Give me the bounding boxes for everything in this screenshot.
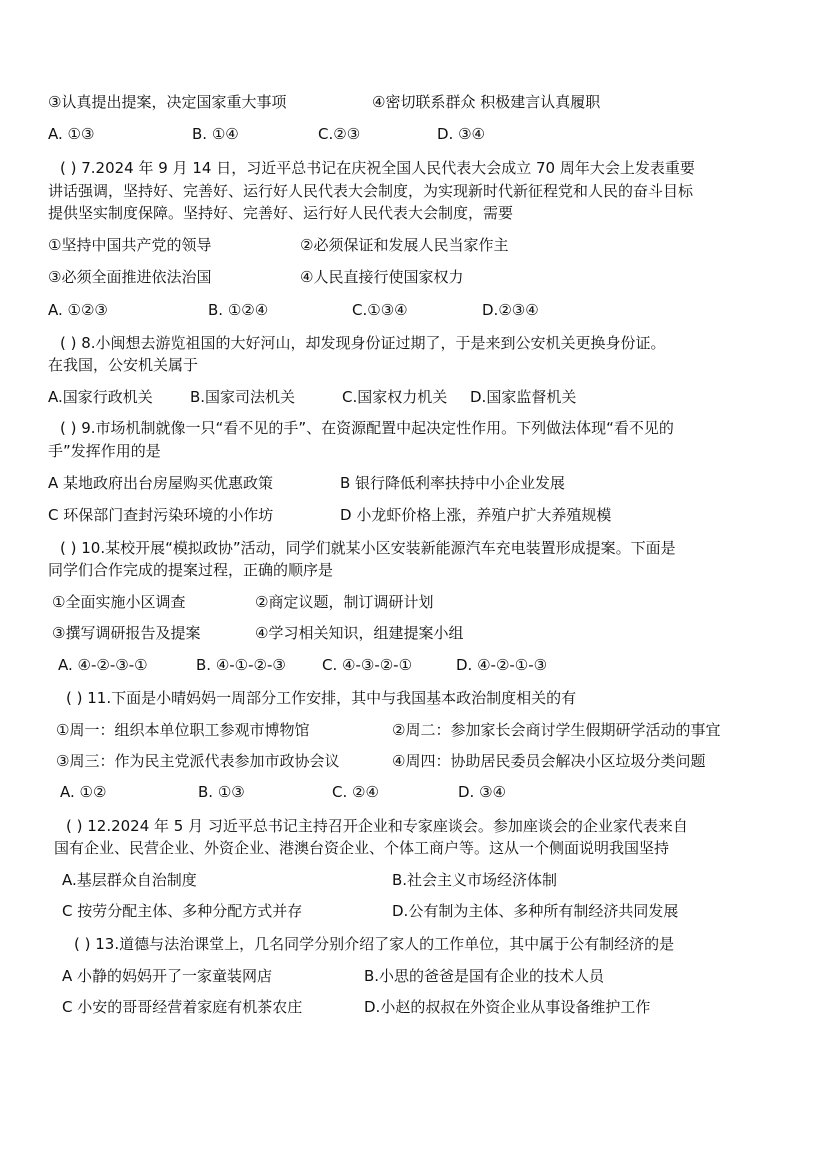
q7-statement-3: ③必须全面推进依法治国 xyxy=(48,268,212,286)
q13-option-c: C 小安的哥哥经营着家庭有机茶农庄 xyxy=(62,998,303,1016)
q9-option-d: D 小龙虾价格上涨，养殖户扩大养殖规模 xyxy=(340,506,612,524)
q11-option-c: C. ②④ xyxy=(332,783,379,801)
q10-statement-2: ②商定议题，制订调研计划 xyxy=(255,593,434,611)
q11-statement-4: ④周四：协助居民委员会解决小区垃圾分类问题 xyxy=(392,752,706,770)
question-13-line-1: ( ) 13.道德与法治课堂上，几名同学分别介绍了家人的工作单位，其中属于公有制经济的是 xyxy=(74,935,675,953)
q11-option-b: B. ①③ xyxy=(198,783,245,801)
question-9-line-2: 手”发挥作用的是 xyxy=(48,442,161,460)
question-7-line-3: 提供坚实制度保障。坚持好、完善好、运行好人民代表大会制度，需要 xyxy=(48,204,514,222)
question-11-line-1: ( ) 11.下面是小晴妈妈一周部分工作安排，其中与我国基本政治制度相关的有 xyxy=(66,689,577,707)
question-8-line-2: 在我国，公安机关属于 xyxy=(48,356,199,374)
q11-option-a: A. ①② xyxy=(60,783,107,801)
q13-option-a: A 小静的妈妈开了一家童装网店 xyxy=(62,967,273,985)
q11-statement-3: ③周三：作为民主党派代表参加市政协会议 xyxy=(56,752,340,770)
question-10-line-2: 同学们合作完成的提案过程，正确的顺序是 xyxy=(48,561,334,579)
q8-option-d: D.国家监督机关 xyxy=(470,388,577,406)
q12-option-c: C 按劳分配主体、多种分配方式并存 xyxy=(62,902,303,920)
q12-option-d: D.公有制为主体、多种所有制经济共同发展 xyxy=(392,902,679,920)
statement-3: ③认真提出提案，决定国家重大事项 xyxy=(48,93,287,111)
q10-option-c: C. ④-③-②-① xyxy=(322,656,413,674)
q7-statement-2: ②必须保证和发展人民当家作主 xyxy=(300,236,509,254)
option-b: B. ①④ xyxy=(192,125,239,143)
question-12-line-2: 国有企业、民营企业、外资企业、港澳台资企业、个体工商户等。这从一个侧面说明我国坚持 xyxy=(54,839,670,857)
q8-option-c: C.国家权力机关 xyxy=(342,388,448,406)
q10-statement-4: ④学习相关知识，组建提案小组 xyxy=(255,624,464,642)
q10-option-a: A. ④-②-③-① xyxy=(58,656,148,674)
q10-option-d: D. ④-②-①-③ xyxy=(456,656,548,674)
q7-option-b: B. ①②④ xyxy=(208,301,269,319)
q8-option-b: B.国家司法机关 xyxy=(190,388,296,406)
q12-option-a: A.基层群众自治制度 xyxy=(62,871,197,889)
q13-option-d: D.小赵的叔叔在外资企业从事设备维护工作 xyxy=(364,998,651,1016)
q10-statement-3: ③撰写调研报告及提案 xyxy=(52,624,201,642)
q11-statement-1: ①周一：组织本单位职工参观市博物馆 xyxy=(56,721,310,739)
q11-option-d: D. ③④ xyxy=(458,783,506,801)
question-8-line-1: ( ) 8.小闽想去游览祖国的大好河山，却发现身份证过期了，于是来到公安机关更换身份证。 xyxy=(60,334,666,352)
q9-option-b: B 银行降低利率扶持中小企业发展 xyxy=(340,474,566,492)
q7-option-c: C.①③④ xyxy=(352,301,408,319)
q7-statement-1: ①坚持中国共产党的领导 xyxy=(48,236,212,254)
question-10-line-1: ( ) 10.某校开展“模拟政协”活动，同学们就某小区安装新能源汽车充电装置形成提案。下面是 xyxy=(60,539,676,557)
q7-option-a: A. ①②③ xyxy=(48,301,108,319)
q8-option-a: A.国家行政机关 xyxy=(48,388,153,406)
q10-option-b: B. ④-①-②-③ xyxy=(196,656,286,674)
q9-option-a: A 某地政府出台房屋购买优惠政策 xyxy=(48,474,274,492)
q12-option-b: B.社会主义市场经济体制 xyxy=(392,871,558,889)
q7-statement-4: ④人民直接行使国家权力 xyxy=(300,268,464,286)
q13-option-b: B.小思的爸爸是国有企业的技术人员 xyxy=(364,967,605,985)
option-a: A. ①③ xyxy=(48,125,95,143)
q7-option-d: D.②③④ xyxy=(482,301,539,319)
option-c: C.②③ xyxy=(318,125,361,143)
q10-statement-1: ①全面实施小区调查 xyxy=(52,593,186,611)
question-12-line-1: ( ) 12.2024 年 5 月 习近平总书记主持召开企业和专家座谈会。参加座谈会的企业家代表来自 xyxy=(66,817,688,835)
statement-4: ④密切联系群众 积极建言认真履职 xyxy=(372,93,601,111)
q9-option-c: C 环保部门查封污染环境的小作坊 xyxy=(48,506,274,524)
option-d: D. ③④ xyxy=(437,125,485,143)
question-7-line-2: 讲话强调，坚持好、完善好、运行好人民代表大会制度，为实现新时代新征程党和人民的奋斗目标 xyxy=(48,182,694,200)
q11-statement-2: ②周二：参加家长会商讨学生假期研学活动的事宜 xyxy=(392,721,721,739)
question-9-line-1: ( ) 9.市场机制就像一只“看不见的手”、在资源配置中起决定性作用。下列做法体现“看不见的 xyxy=(60,419,674,437)
question-7-line-1: ( ) 7.2024 年 9 月 14 日，习近平总书记在庆祝全国人民代表大会成立 70 周年大会上发表重要 xyxy=(60,159,695,177)
